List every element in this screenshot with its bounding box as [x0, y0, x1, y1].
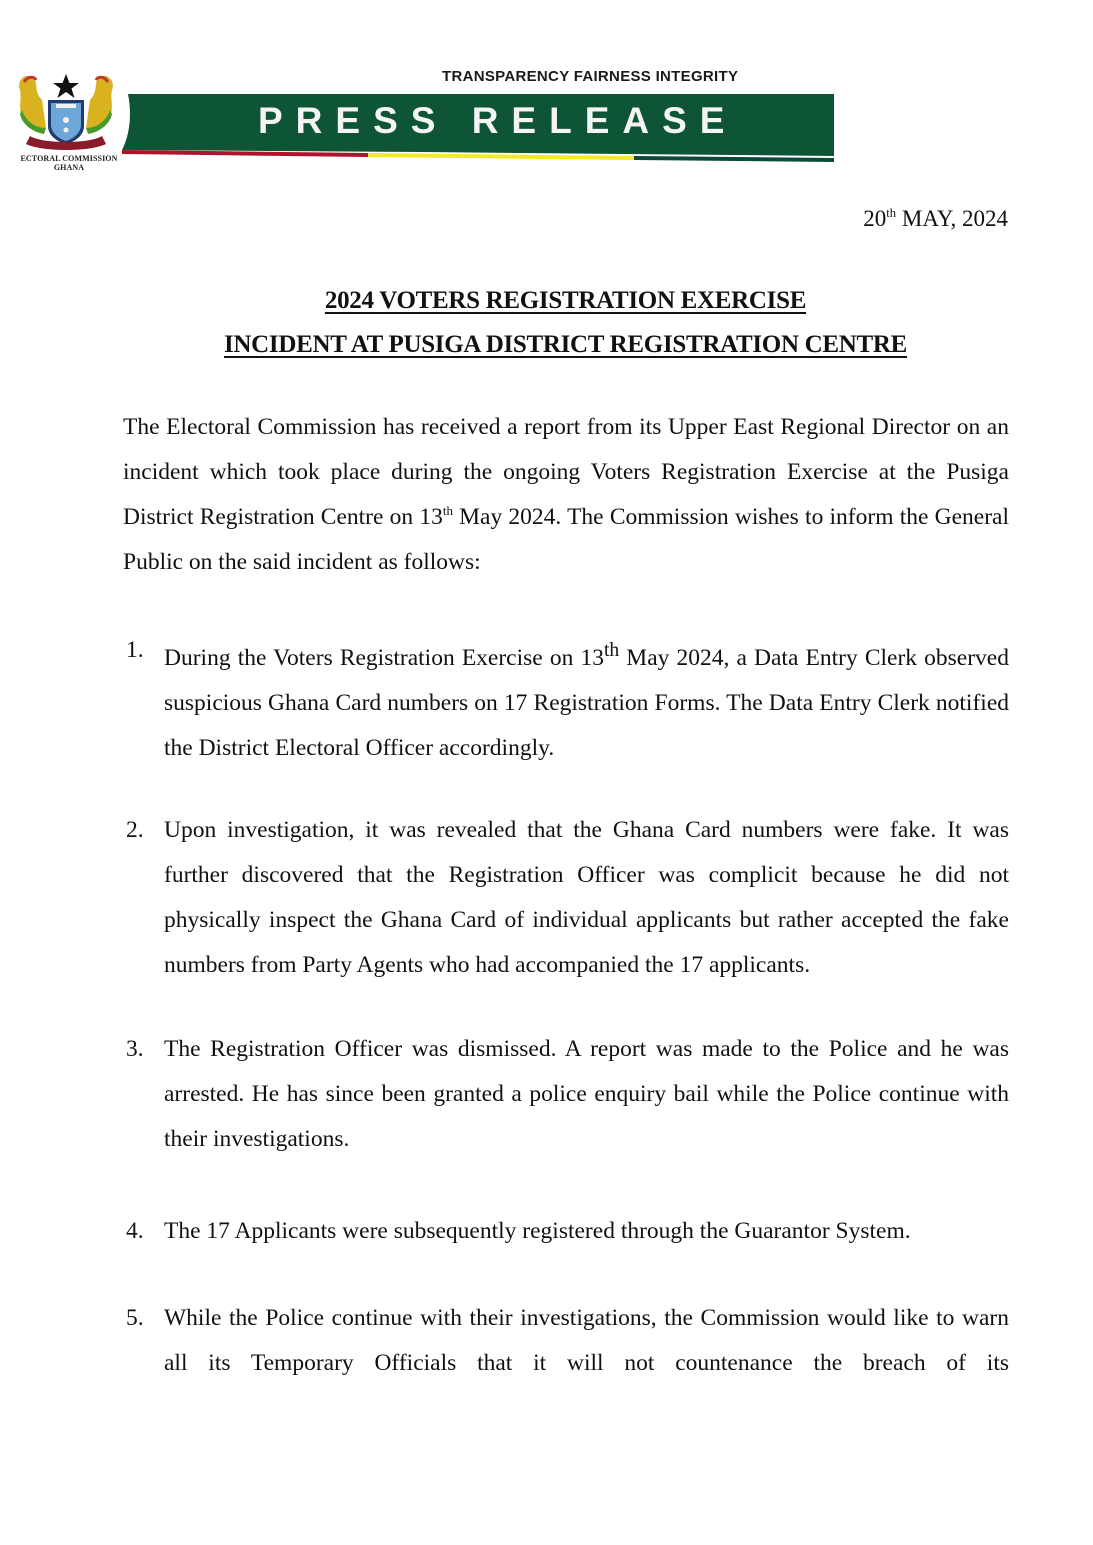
intro-text-2: May 2024. The Commission wishes to inform the General Public on the said incident as follows: — [123, 504, 1009, 575]
logo-caption-line-1: ECTORAL COMMISSION — [20, 154, 118, 163]
electoral-commission-logo — [8, 70, 123, 180]
list-item-sup: th — [603, 640, 620, 661]
list-item — [126, 1296, 1009, 1386]
date-suffix: th — [886, 206, 897, 221]
list-item-number: 1. — [126, 637, 144, 663]
list-item — [126, 1209, 1009, 1254]
list-item-number: 3. — [126, 1036, 144, 1062]
intro-paragraph — [123, 405, 1009, 585]
release-date — [863, 206, 1008, 232]
stripe-yellow — [368, 153, 634, 160]
press-release-title: PRESS RELEASE — [258, 100, 738, 141]
list-item-text — [164, 628, 1009, 771]
logo-caption-line-2: GHANA — [53, 163, 85, 172]
list-item-text: Upon investigation, it was revealed that the Ghana Card numbers were fake. It was further discovered that the Registration Officer was complicit because he did not physically inspect the Ghana Card of individual applicants but rather accepted the fake numbers from Party Agents who had accompanied the 17 applicants. — [164, 817, 1009, 978]
date-day: 20 — [863, 206, 887, 231]
ghana-coat-of-arms-icon — [12, 70, 120, 152]
list-item — [126, 1027, 1009, 1162]
list-item-number: 5. — [126, 1305, 144, 1331]
logo-caption — [8, 154, 130, 172]
headline-line-1: 2024 VOTERS REGISTRATION EXERCISE — [324, 287, 807, 314]
list-item — [126, 808, 1009, 988]
list-item-text: While the Police continue with their investigations, the Commission would like to warn all its Temporary Officials that it will not countenance the breach of its — [164, 1305, 1009, 1376]
list-item-number: 2. — [126, 817, 144, 843]
intro-sup: th — [442, 502, 453, 518]
motto: TRANSPARENCY FAIRNESS INTEGRITY — [442, 68, 739, 85]
list-item-text: The 17 Applicants were subsequently registered through the Guarantor System. — [164, 1218, 911, 1244]
headline-line-2: INCIDENT AT PUSIGA DISTRICT REGISTRATION CENTRE — [223, 331, 908, 358]
list-item — [126, 628, 1009, 771]
list-item-text: The Registration Officer was dismissed. A report was made to the Police and he was arrested. He has since been granted a police enquiry bail while the Police continue with their investigations. — [164, 1036, 1009, 1152]
list-item-number: 4. — [126, 1218, 144, 1244]
stripe-green — [634, 156, 834, 162]
list-item-text-2: May 2024, a Data Entry Clerk observed suspicious Ghana Card numbers on 17 Registration Forms. The Data Entry Clerk notified the District Electoral Officer accordingly. — [164, 644, 1009, 761]
list-item-text-1: During the Voters Registration Exercise on 13 — [164, 644, 604, 671]
intro-text-1: The Electoral Commission has received a report from its Upper East Regional Director on an incident which took place during the ongoing Voters Registration Exercise at the Pusiga District Registration Centre on 13 — [123, 414, 1009, 530]
date-month-year: MAY, 2024 — [896, 206, 1008, 231]
